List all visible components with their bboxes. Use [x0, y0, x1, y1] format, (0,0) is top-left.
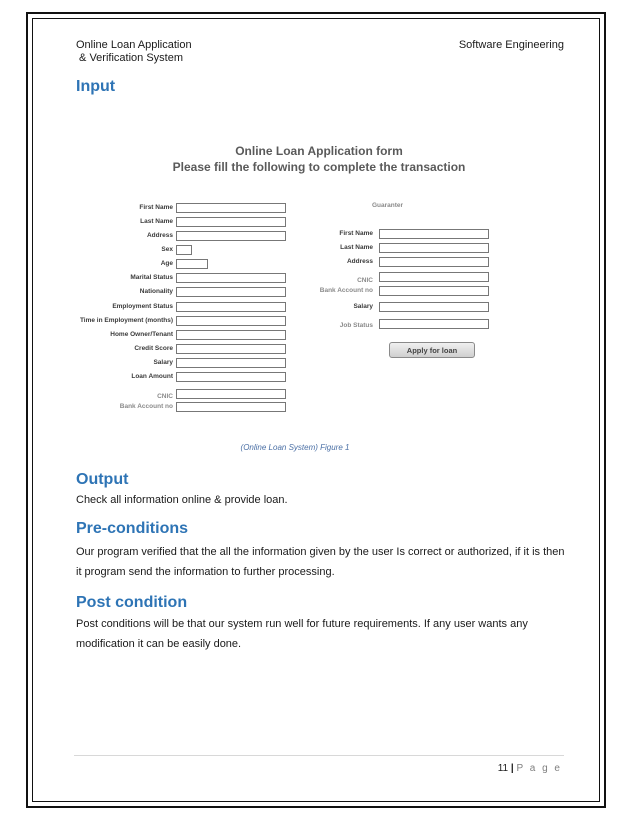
- label-g-cnic: CNIC: [357, 277, 373, 284]
- form-subtitle: Please fill the following to complete the transaction: [172, 160, 466, 174]
- g-last-name-input[interactable]: [379, 243, 489, 253]
- time-in-employment-input[interactable]: [176, 316, 286, 326]
- label-g-first-name: First Name: [339, 230, 373, 237]
- footer-separator: |: [510, 763, 514, 774]
- header-course: Software Engineering: [458, 39, 564, 51]
- label-address: Address: [146, 232, 173, 239]
- label-loan-amount: Loan Amount: [131, 373, 173, 380]
- bank-account-input[interactable]: [176, 402, 286, 412]
- g-job-status-input[interactable]: [379, 319, 489, 329]
- loan-amount-input[interactable]: [176, 372, 286, 382]
- page-footer: [498, 763, 562, 774]
- g-salary-input[interactable]: [379, 302, 489, 312]
- form-title: Online Loan Application form: [235, 144, 403, 158]
- label-cnic: CNIC: [157, 393, 173, 400]
- sex-input[interactable]: [176, 245, 192, 255]
- input-heading: Input: [76, 78, 116, 95]
- label-g-salary: Salary: [353, 303, 373, 310]
- header-title-line2: & Verification System: [76, 52, 183, 64]
- postcondition-heading: Post condition: [76, 594, 188, 611]
- page-word: P a g e: [516, 763, 562, 774]
- first-name-input[interactable]: [176, 203, 286, 213]
- last-name-input[interactable]: [176, 217, 286, 227]
- address-input[interactable]: [176, 231, 286, 241]
- postcondition-text: Post conditions will be that our system run well for future requirements. If any user wants any modification it can be easily done.: [76, 618, 528, 650]
- preconditions-text: Our program verified that the all the information given by the user Is correct or authorized, if it is then it program send the information to further processing.: [76, 546, 565, 578]
- label-g-last-name: Last Name: [340, 244, 373, 251]
- g-cnic-input[interactable]: [379, 272, 489, 282]
- cnic-input[interactable]: [176, 389, 286, 399]
- credit-score-input[interactable]: [176, 344, 286, 354]
- output-text: Check all information online & provide loan.: [76, 494, 288, 506]
- label-age: Age: [160, 260, 173, 267]
- label-credit-score: Credit Score: [134, 345, 173, 352]
- label-first-name: First Name: [139, 204, 173, 211]
- nationality-input[interactable]: [176, 287, 286, 297]
- home-owner-input[interactable]: [176, 330, 286, 340]
- footer-divider: [74, 755, 564, 756]
- preconditions-heading: Pre-conditions: [76, 520, 189, 537]
- label-time-in-employment: Time in Employment (months): [79, 317, 173, 324]
- figure-caption: (Online Loan System) Figure 1: [240, 443, 350, 452]
- output-heading: Output: [76, 471, 129, 488]
- label-sex: Sex: [161, 246, 173, 253]
- loan-application-form: [74, 136, 564, 436]
- header-title: [76, 39, 192, 65]
- apply-for-loan-button[interactable]: Apply for loan: [389, 342, 475, 358]
- employment-status-input[interactable]: [176, 302, 286, 312]
- label-last-name: Last Name: [140, 218, 173, 225]
- salary-input[interactable]: [176, 358, 286, 368]
- age-input[interactable]: [176, 259, 208, 269]
- page-number: 11: [497, 763, 509, 774]
- label-g-job-status: Job Status: [339, 322, 373, 329]
- marital-status-input[interactable]: [176, 273, 286, 283]
- label-employment-status: Employment Status: [112, 303, 173, 310]
- label-salary: Salary: [153, 359, 173, 366]
- guaranter-heading: Guaranter: [372, 202, 404, 209]
- label-g-address: Address: [346, 258, 373, 265]
- label-nationality: Nationality: [139, 288, 173, 295]
- g-address-input[interactable]: [379, 257, 489, 267]
- g-bank-account-input[interactable]: [379, 286, 489, 296]
- label-bank-account: Bank Account no: [119, 403, 173, 410]
- g-first-name-input[interactable]: [379, 229, 489, 239]
- header-title-line1: Online Loan Application: [76, 39, 192, 51]
- label-marital-status: Marital Status: [130, 274, 173, 281]
- label-g-bank-account: Bank Account no: [319, 287, 373, 294]
- label-home-owner: Home Owner/Tenant: [110, 331, 173, 338]
